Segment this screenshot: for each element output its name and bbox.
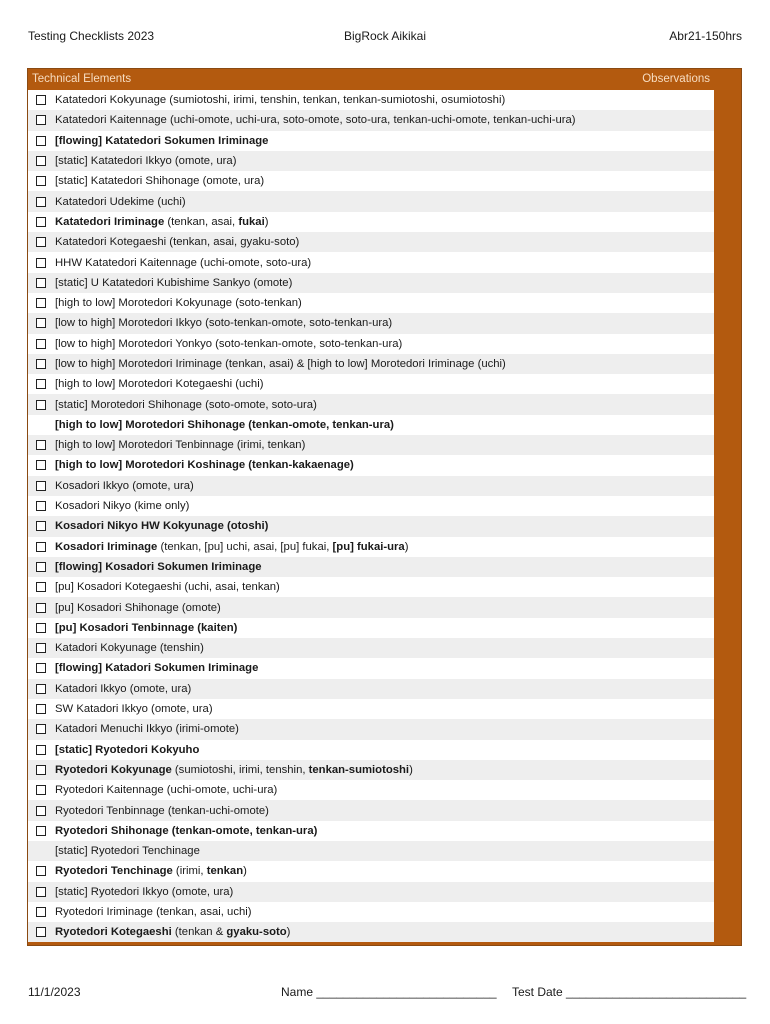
checklist-rows	[28, 90, 714, 942]
technique-text: [static] Morotedori Shihonage (soto-omote, soto-ura)	[55, 398, 317, 411]
checklist-row	[28, 354, 714, 374]
checklist-row	[28, 537, 714, 557]
technique-label	[55, 378, 263, 390]
technique-text: Katatedori Udekime (uchi)	[55, 195, 186, 208]
checkbox[interactable]	[36, 562, 46, 572]
technique-text: [pu] Kosadori Kotegaeshi (uchi, asai, tenkan)	[55, 581, 280, 594]
checkbox[interactable]	[36, 785, 46, 795]
checklist-row	[28, 394, 714, 414]
document-title: Testing Checklists 2023	[28, 29, 155, 43]
technique-text: Katadori Kokyunage (tenshin)	[55, 642, 204, 655]
technique-text: Ryotedori Iriminage (tenkan, asai, uchi)	[55, 906, 252, 919]
technique-label	[55, 602, 221, 614]
checklist-row	[28, 151, 714, 171]
technique-text-bold: tenkan	[206, 865, 244, 878]
technique-label	[55, 399, 317, 411]
technique-text: Katadori Menuchi Ikkyo (irimi-omote)	[55, 723, 239, 736]
technique-text-bold: [high to low] Morotedori Koshinage (tenkan-kakaenage)	[55, 459, 354, 472]
technique-label	[55, 114, 576, 126]
technique-label	[55, 236, 299, 248]
checkbox[interactable]	[36, 765, 46, 775]
technique-text-bold: [flowing] Katadori Sokumen Iriminage	[55, 662, 259, 675]
technique-label	[55, 216, 268, 228]
checkbox[interactable]	[36, 95, 46, 105]
technique-label	[55, 500, 189, 512]
technique-text-bold: Kosadori Nikyo HW Kokyunage (otoshi)	[55, 520, 269, 533]
checkbox[interactable]	[36, 318, 46, 328]
technique-label	[55, 723, 239, 735]
checkbox[interactable]	[36, 136, 46, 146]
checkbox[interactable]	[36, 927, 46, 937]
checklist-row	[28, 212, 714, 232]
checklist-row	[28, 679, 714, 699]
checkbox[interactable]	[36, 258, 46, 268]
checklist-row	[28, 699, 714, 719]
checklist-row	[28, 597, 714, 617]
checklist-row	[28, 171, 714, 191]
checklist-row	[28, 719, 714, 739]
checklist-row	[28, 191, 714, 211]
technique-label	[55, 703, 213, 715]
technique-label	[55, 683, 191, 695]
checklist-row	[28, 841, 714, 861]
technique-text: Katatedori Kotegaeshi (tenkan, asai, gyaku-soto)	[55, 236, 300, 249]
checkbox[interactable]	[36, 359, 46, 369]
checklist-row	[28, 496, 714, 516]
checkbox[interactable]	[36, 176, 46, 186]
technique-label	[55, 886, 233, 898]
checklist-row	[28, 577, 714, 597]
checkbox[interactable]	[36, 339, 46, 349]
technique-text-bold: [static] Ryotedori Kokyuho	[55, 743, 200, 756]
technique-text: [low to high] Morotedori Ikkyo (soto-tenkan-omote, soto-tenkan-ura)	[55, 317, 393, 330]
checklist-row	[28, 760, 714, 780]
technique-label	[55, 317, 392, 329]
technique-label	[55, 845, 200, 857]
technique-text-bold: Ryotedori Shihonage (tenkan-omote, tenkan-ura)	[55, 824, 318, 837]
checkbox[interactable]	[36, 663, 46, 673]
technique-label	[55, 277, 292, 289]
checklist-row	[28, 902, 714, 922]
checklist-row	[28, 273, 714, 293]
technique-text: (sumiotoshi, irimi, tenshin,	[171, 763, 309, 776]
observations-header: Observations	[642, 73, 710, 85]
checklist-row	[28, 800, 714, 820]
checklist-row	[28, 476, 714, 496]
checkbox[interactable]	[36, 623, 46, 633]
technique-text-bold: Ryotedori Tenchinage	[55, 865, 173, 878]
checklist-row	[28, 638, 714, 658]
checkbox[interactable]	[36, 643, 46, 653]
checklist-row	[28, 334, 714, 354]
checklist-row	[28, 455, 714, 475]
checkbox[interactable]	[36, 460, 46, 470]
checklist-row	[28, 516, 714, 536]
technique-text: [high to low] Morotedori Kotegaeshi (uchi)	[55, 378, 264, 391]
technique-text: [static] U Katatedori Kubishime Sankyo (omote)	[55, 276, 293, 289]
technique-label	[55, 622, 237, 634]
checkbox[interactable]	[36, 298, 46, 308]
technique-text: )	[243, 865, 247, 878]
checkbox[interactable]	[36, 826, 46, 836]
checklist-row	[28, 435, 714, 455]
footer-date: 11/1/2023	[28, 985, 81, 999]
technique-text-bold: gyaku-soto	[226, 926, 287, 939]
technique-text: [high to low] Morotedori Kokyunage (soto-tenkan)	[55, 297, 302, 310]
technique-label	[55, 561, 262, 573]
technique-label	[55, 581, 280, 593]
technique-text-bold: Katatedori Iriminage	[55, 215, 165, 228]
technique-label	[55, 358, 506, 370]
technique-label	[55, 196, 186, 208]
technique-label	[55, 94, 505, 106]
technique-text: Katatedori Kaitennage (uchi-omote, uchi-ura, soto-omote, soto-ura, tenkan-uchi-omote, tenkan-uchi-ura)	[55, 114, 576, 127]
technique-label	[55, 805, 269, 817]
technique-text: Kosadori Nikyo (kime only)	[55, 500, 190, 513]
technique-text-bold: [high to low] Morotedori Shihonage (tenkan-omote, tenkan-ura)	[55, 418, 394, 431]
checklist-row	[28, 252, 714, 272]
technique-label	[55, 642, 204, 654]
technique-label	[55, 744, 199, 756]
checkbox[interactable]	[36, 907, 46, 917]
technique-text: (tenkan, asai,	[164, 215, 239, 228]
technique-label	[55, 480, 194, 492]
observations-column	[714, 91, 740, 904]
checkbox[interactable]	[36, 684, 46, 694]
technique-text-bold: Ryotedori Kokyunage	[55, 763, 172, 776]
checkbox[interactable]	[36, 724, 46, 734]
technique-text-bold: tenkan-sumiotoshi	[308, 763, 410, 776]
checklist-row	[28, 293, 714, 313]
checklist-row	[28, 618, 714, 638]
technique-text-bold: [flowing] Katatedori Sokumen Iriminage	[55, 134, 269, 147]
technique-label	[55, 439, 305, 451]
test-date-field[interactable]: Test Date ___________________________	[512, 985, 747, 999]
checklist-row	[28, 110, 714, 130]
checkbox[interactable]	[36, 237, 46, 247]
technique-label	[55, 459, 354, 471]
technique-label	[55, 541, 408, 553]
technique-text: (irimi,	[172, 865, 207, 878]
checkbox[interactable]	[36, 704, 46, 714]
checkbox[interactable]	[36, 115, 46, 125]
checkbox[interactable]	[36, 440, 46, 450]
checklist-row	[28, 882, 714, 902]
checkbox[interactable]	[36, 745, 46, 755]
checkbox[interactable]	[36, 481, 46, 491]
technique-label	[55, 784, 277, 796]
technique-label	[55, 338, 402, 350]
checklist-row	[28, 313, 714, 333]
checklist-row	[28, 232, 714, 252]
checkbox[interactable]	[36, 603, 46, 613]
checkbox[interactable]	[36, 217, 46, 227]
technique-text-bold: fukai	[238, 215, 265, 228]
checklist-row	[28, 821, 714, 841]
technique-text: Katatedori Kokyunage (sumiotoshi, irimi, tenshin, tenkan, tenkan-sumiotoshi, osumiotoshi)	[55, 94, 506, 107]
technique-text: [pu] Kosadori Shihonage (omote)	[55, 601, 221, 614]
technique-text: )	[409, 763, 413, 776]
technique-text: [low to high] Morotedori Iriminage (tenkan, asai) & [high to low] Morotedori Iriminage (uchi)	[55, 358, 506, 370]
technique-text: [static] Ryotedori Tenchinage	[55, 845, 200, 858]
technique-label	[55, 662, 258, 674]
checklist-row	[28, 740, 714, 760]
technique-label	[55, 520, 268, 532]
checkbox[interactable]	[36, 887, 46, 897]
technique-text: [static] Katatedori Ikkyo (omote, ura)	[55, 155, 237, 168]
checklist-row	[28, 415, 714, 435]
technique-label	[55, 257, 311, 269]
technique-text: Kosadori Ikkyo (omote, ura)	[55, 479, 194, 492]
technique-text: Ryotedori Tenbinnage (tenkan-uchi-omote)	[55, 804, 269, 817]
technique-text: )	[404, 540, 409, 553]
name-field[interactable]: Name ___________________________	[281, 985, 497, 999]
checkbox[interactable]	[36, 806, 46, 816]
checkbox[interactable]	[36, 278, 46, 288]
checkbox[interactable]	[36, 379, 46, 389]
technique-text: Katadori Ikkyo (omote, ura)	[55, 682, 192, 695]
technique-text-bold: [pu] fukai-ura	[332, 540, 405, 553]
technique-label	[55, 175, 264, 187]
technique-text-bold: [pu] Kosadori Tenbinnage (kaiten)	[55, 621, 238, 634]
organization-name: BigRock Aikikai	[343, 29, 427, 43]
checklist-row	[28, 374, 714, 394]
technique-text: [low to high] Morotedori Yonkyo (soto-tenkan-omote, soto-tenkan-ura)	[55, 337, 403, 350]
technique-label	[55, 419, 394, 431]
checklist-row	[28, 90, 714, 110]
technique-text-bold: Kosadori Iriminage	[55, 540, 158, 553]
technique-label	[55, 135, 268, 147]
technique-label	[55, 764, 413, 776]
checklist-row	[28, 780, 714, 800]
technique-text: )	[264, 215, 269, 228]
technique-label	[55, 906, 252, 918]
technique-text: SW Katadori Ikkyo (omote, ura)	[55, 703, 213, 716]
technique-label	[55, 297, 302, 309]
technique-text: [high to low] Morotedori Tenbinnage (irimi, tenkan)	[55, 439, 306, 452]
checklist-row	[28, 922, 714, 942]
technique-text: [static] Katatedori Shihonage (omote, ura)	[55, 175, 265, 188]
checklist-row	[28, 131, 714, 151]
checkbox[interactable]	[36, 521, 46, 531]
technique-label	[55, 926, 290, 938]
technique-text: [static] Ryotedori Ikkyo (omote, ura)	[55, 885, 234, 898]
checklist-row	[28, 557, 714, 577]
technique-label	[55, 155, 236, 167]
technique-text: )	[286, 926, 291, 939]
technique-text: (tenkan, [pu] uchi, asai, [pu] fukai,	[157, 540, 333, 553]
technique-text-bold: [flowing] Kosadori Sokumen Iriminage	[55, 560, 262, 573]
technique-text: Ryotedori Kaitennage (uchi-omote, uchi-ura)	[55, 784, 278, 797]
checklist-row	[28, 658, 714, 678]
technical-elements-header: Technical Elements	[32, 73, 132, 85]
checkbox[interactable]	[36, 542, 46, 552]
document-code: Abr21-150hrs	[669, 29, 742, 43]
checkbox[interactable]	[36, 866, 46, 876]
technique-text-bold: Ryotedori Kotegaeshi	[55, 926, 172, 939]
checklist-row	[28, 861, 714, 881]
technique-label	[55, 865, 247, 877]
technique-label	[55, 825, 317, 837]
checkbox[interactable]	[36, 582, 46, 592]
checkbox[interactable]	[36, 501, 46, 511]
checkbox[interactable]	[36, 156, 46, 166]
technique-text: (tenkan &	[171, 926, 227, 939]
technique-text: HHW Katatedori Kaitennage (uchi-omote, soto-ura)	[55, 256, 312, 269]
checkbox[interactable]	[36, 197, 46, 207]
checkbox[interactable]	[36, 400, 46, 410]
